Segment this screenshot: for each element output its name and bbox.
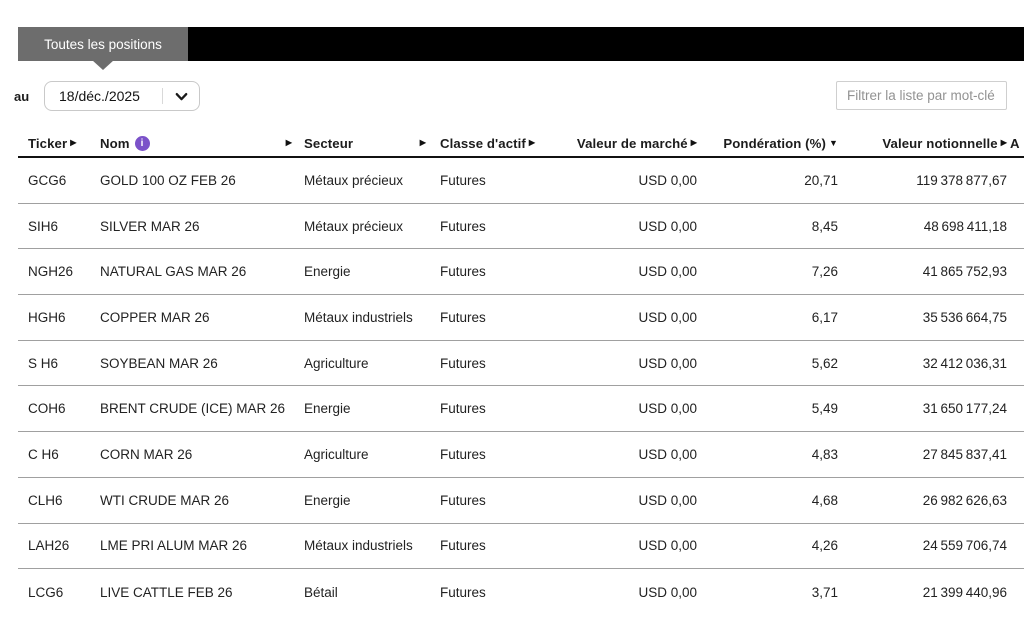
cell-market-value: USD 0,00 — [638, 538, 697, 554]
cell-sector: Métaux précieux — [304, 172, 404, 188]
table-row[interactable] — [18, 524, 1024, 570]
cell-asset-class: Futures — [440, 172, 486, 188]
column-header-ponderation[interactable]: Pondération (%) ▼ — [723, 135, 838, 151]
filter-field-wrap — [836, 81, 1007, 110]
cell-market-value: USD 0,00 — [638, 172, 697, 188]
cell-name: WTI CRUDE MAR 26 — [100, 492, 230, 508]
column-header-secteur[interactable]: Secteur ▶ — [304, 135, 426, 151]
cell-ticker: GCG6 — [28, 172, 67, 188]
cell-name: BRENT CRUDE (ICE) MAR 26 — [100, 401, 286, 417]
cell-market-value: USD 0,00 — [638, 264, 697, 280]
cell-asset-class: Futures — [440, 355, 486, 371]
cell-sector: Métaux précieux — [304, 218, 404, 234]
cell-sector: Bétail — [304, 584, 338, 600]
cell-market-value: USD 0,00 — [638, 492, 697, 508]
table-row[interactable] — [18, 158, 1024, 204]
cell-sector: Métaux industriels — [304, 309, 413, 325]
cell-sector: Energie — [304, 264, 351, 280]
cell-weight: 7,26 — [811, 264, 838, 280]
table-row[interactable] — [18, 569, 1024, 615]
cell-notional: 31 650 177,24 — [922, 401, 1007, 417]
sort-arrow-icon[interactable]: ▶ — [1000, 138, 1007, 147]
cell-notional: 41 865 752,93 — [922, 264, 1007, 280]
sort-arrow-icon[interactable]: ▶ — [528, 138, 536, 147]
cell-asset-class: Futures — [440, 218, 486, 234]
table-row[interactable] — [18, 341, 1024, 387]
cell-weight: 20,71 — [804, 172, 838, 188]
tab-toutes-les-positions[interactable] — [18, 27, 188, 61]
cell-ticker: S H6 — [28, 355, 59, 371]
cell-sector: Agriculture — [304, 446, 369, 462]
cell-weight: 4,26 — [811, 538, 838, 554]
cell-market-value: USD 0,00 — [638, 355, 697, 371]
cell-notional: 27 845 837,41 — [922, 446, 1007, 462]
cell-weight: 5,49 — [811, 401, 838, 417]
table-row[interactable] — [18, 295, 1024, 341]
table-body — [18, 158, 1024, 615]
cell-name: SILVER MAR 26 — [100, 218, 200, 234]
column-header-valeur-marche[interactable]: Valeur de marché ▶ — [576, 135, 697, 151]
info-icon[interactable]: i — [135, 136, 150, 151]
cell-name: LME PRI ALUM MAR 26 — [100, 538, 248, 554]
cell-notional: 48 698 411,18 — [923, 218, 1007, 234]
table-row[interactable] — [18, 204, 1024, 250]
cell-name: GOLD 100 OZ FEB 26 — [100, 172, 236, 188]
cell-ticker: SIH6 — [28, 218, 59, 234]
cell-asset-class: Futures — [440, 492, 486, 508]
cell-ticker: NGH26 — [28, 264, 74, 280]
cell-notional: 26 982 626,63 — [922, 492, 1007, 508]
cell-weight: 3,71 — [811, 584, 838, 600]
table-header-row — [18, 130, 1024, 158]
cell-weight: 6,17 — [811, 309, 838, 325]
cell-weight: 8,45 — [811, 218, 838, 234]
cell-name: NATURAL GAS MAR 26 — [100, 264, 247, 280]
cell-asset-class: Futures — [440, 584, 486, 600]
cell-market-value: USD 0,00 — [638, 446, 697, 462]
cell-market-value: USD 0,00 — [638, 218, 697, 234]
cell-name: SOYBEAN MAR 26 — [100, 355, 218, 371]
sort-arrow-icon[interactable]: ▶ — [419, 138, 426, 147]
cell-ticker: HGH6 — [28, 309, 66, 325]
cell-market-value: USD 0,00 — [638, 584, 697, 600]
cell-notional: 24 559 706,74 — [922, 538, 1007, 554]
cell-notional: 32 412 036,31 — [922, 355, 1007, 371]
as-of-date-label: au — [14, 89, 30, 104]
cell-name: COPPER MAR 26 — [100, 309, 210, 325]
filter-input[interactable] — [836, 81, 1007, 110]
tab-label: Toutes les positions — [44, 36, 162, 52]
cell-sector: Agriculture — [304, 355, 369, 371]
cell-market-value: USD 0,00 — [638, 401, 697, 417]
cell-name: LIVE CATTLE FEB 26 — [100, 584, 233, 600]
cell-notional: 119 378 877,67 — [916, 172, 1007, 188]
cell-asset-class: Futures — [440, 538, 486, 554]
sort-arrow-icon[interactable]: ▶ — [690, 138, 697, 147]
date-picker[interactable] — [44, 81, 200, 111]
cell-ticker: CLH6 — [28, 492, 63, 508]
column-header-ticker[interactable]: Ticker ▶ — [28, 135, 77, 151]
cell-ticker: COH6 — [28, 401, 66, 417]
cell-sector: Métaux industriels — [304, 538, 413, 554]
cell-ticker: LCG6 — [28, 584, 64, 600]
chevron-down-icon[interactable] — [163, 89, 199, 104]
cell-name: CORN MAR 26 — [100, 446, 193, 462]
tab-caret-pointer — [92, 60, 114, 70]
column-header-classe-actif[interactable]: Classe d'actif ▶ — [440, 135, 536, 151]
sort-arrow-icon[interactable]: ▶ — [285, 138, 292, 147]
cell-notional: 35 536 664,75 — [922, 309, 1007, 325]
column-header-nom[interactable]: Nom i ▶ — [100, 135, 292, 151]
table-row[interactable] — [18, 478, 1024, 524]
cell-asset-class: Futures — [440, 264, 486, 280]
cell-sector: Energie — [304, 401, 351, 417]
cell-weight: 4,83 — [811, 446, 838, 462]
cell-ticker: C H6 — [28, 446, 59, 462]
cell-market-value: USD 0,00 — [638, 309, 697, 325]
cell-notional: 21 399 440,96 — [922, 584, 1007, 600]
date-value: 18/déc./2025 — [59, 88, 140, 104]
cell-sector: Energie — [304, 492, 351, 508]
column-header-valeur-notionnelle[interactable]: Valeur notionnelle ▶ — [882, 135, 1007, 151]
cell-asset-class: Futures — [440, 401, 486, 417]
cell-asset-class: Futures — [440, 446, 486, 462]
table-row[interactable] — [18, 249, 1024, 295]
positions-table — [18, 130, 1024, 615]
table-row[interactable] — [18, 432, 1024, 478]
sort-arrow-icon[interactable]: ▶ — [70, 138, 77, 147]
cell-weight: 4,68 — [811, 492, 838, 508]
cell-weight: 5,62 — [811, 355, 838, 371]
column-header-clipped[interactable]: A — [1010, 135, 1020, 151]
cell-ticker: LAH26 — [28, 538, 70, 554]
table-row[interactable] — [18, 386, 1024, 432]
sort-arrow-down-icon[interactable]: ▼ — [828, 137, 838, 148]
cell-asset-class: Futures — [440, 309, 486, 325]
positions-tab-bar — [18, 27, 1024, 61]
